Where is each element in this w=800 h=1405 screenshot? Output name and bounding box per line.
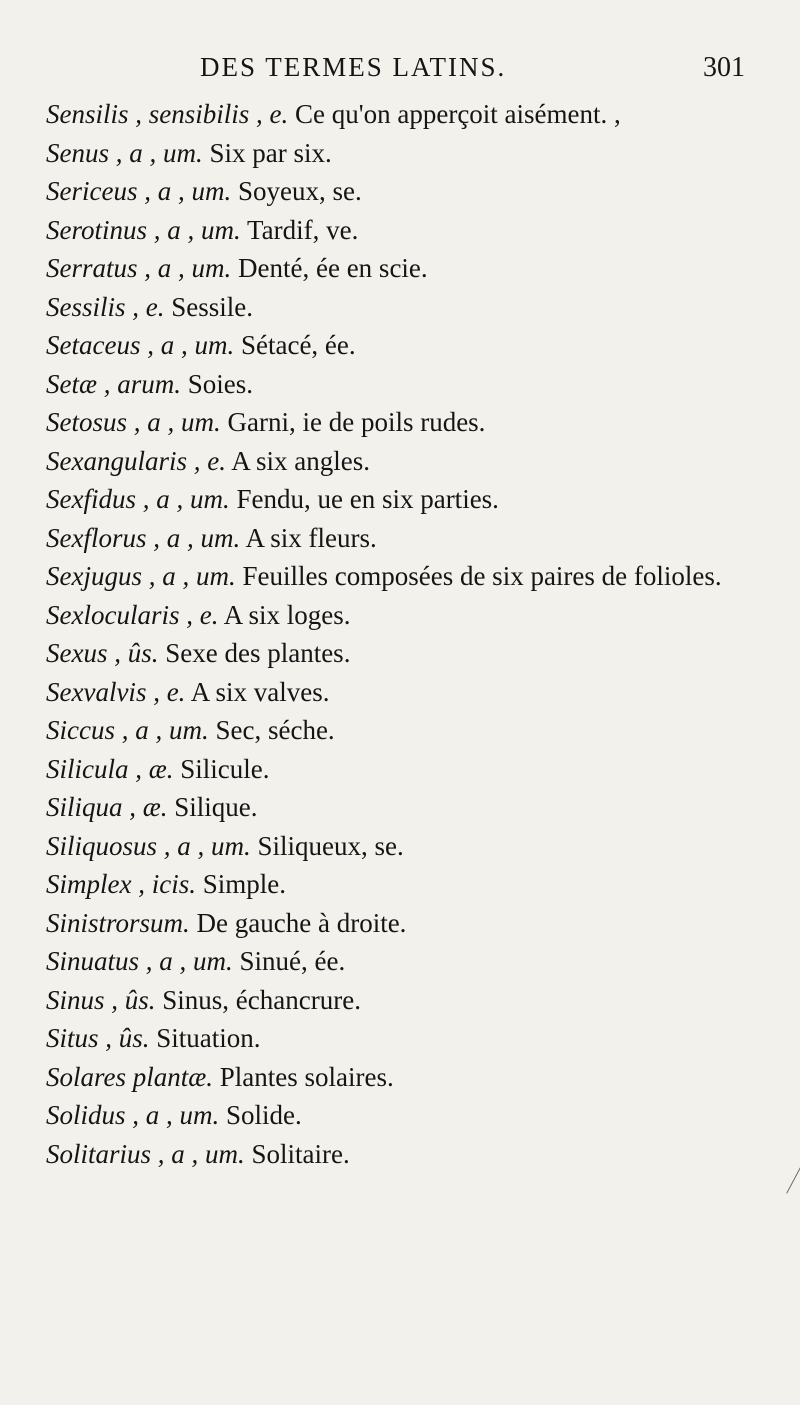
- french-definition: Garni, ie de poils rudes.: [227, 407, 486, 437]
- french-definition: A six angles.: [231, 445, 370, 476]
- latin-term: Sexfidus , a , um.: [46, 484, 230, 514]
- glossary-entry: [46, 711, 751, 750]
- glossary-entry: [46, 904, 751, 943]
- french-definition: A six loges.: [223, 599, 351, 630]
- glossary-entry: [46, 442, 751, 481]
- french-definition: Feuilles composées de six paires de folioles.: [242, 561, 722, 591]
- glossary-entry: [46, 1096, 751, 1135]
- latin-term: Solares plantæ.: [46, 1061, 214, 1092]
- french-definition: Six par six.: [209, 137, 332, 168]
- latin-term: Setaceus , a , um.: [46, 330, 235, 360]
- latin-term: Sexflorus , a , um.: [46, 522, 241, 553]
- glossary-entries: [46, 95, 751, 1173]
- french-definition: A six fleurs.: [245, 522, 377, 553]
- french-definition: Solide.: [226, 1100, 302, 1130]
- glossary-entry: [46, 557, 751, 596]
- french-definition: Sessile.: [171, 291, 254, 322]
- latin-term: Sexlocularis , e.: [46, 599, 219, 630]
- french-definition: De gauche à droite.: [196, 907, 407, 938]
- latin-term: Sexvalvis , e.: [46, 676, 186, 707]
- french-definition: Sexe des plantes.: [165, 638, 351, 668]
- glossary-entry: [46, 288, 751, 327]
- glossary-entry: [46, 981, 751, 1020]
- latin-term: Sinistrorsum.: [46, 907, 190, 938]
- latin-term: Serotinus , a , um.: [46, 214, 241, 245]
- french-definition: Siliqueux, se.: [257, 830, 404, 861]
- glossary-entry: [46, 249, 751, 288]
- french-definition: Silicule.: [180, 753, 270, 784]
- glossary-entry: [46, 827, 751, 866]
- glossary-entry: [46, 1058, 751, 1097]
- glossary-entry: [46, 634, 751, 673]
- latin-term: Sinuatus , a , um.: [46, 946, 233, 976]
- glossary-entry: [46, 95, 751, 134]
- glossary-entry: [46, 788, 751, 827]
- latin-term: Solidus , a , um.: [46, 1100, 220, 1130]
- latin-term: Sexjugus , a , um.: [46, 561, 236, 591]
- latin-term: Siccus , a , um.: [46, 715, 209, 745]
- latin-term: Siliqua , æ.: [46, 792, 168, 822]
- glossary-entry: [46, 596, 751, 635]
- french-definition: Tardif, ve.: [247, 214, 359, 245]
- glossary-entry: [46, 326, 751, 365]
- latin-term: Sensilis , sensibilis , e.: [46, 99, 289, 129]
- glossary-entry: [46, 673, 751, 712]
- latin-term: Siliquosus , a , um.: [46, 830, 251, 861]
- latin-term: Sexangularis , e.: [46, 445, 226, 476]
- french-definition: Fendu, ue en six parties.: [236, 484, 499, 514]
- french-definition: Sinus, échancrure.: [162, 984, 361, 1015]
- latin-term: Sinus , ûs.: [46, 984, 156, 1015]
- french-definition: Sinué, ée.: [239, 946, 346, 976]
- french-definition: Ce qu'on apperçoit aisément. ,: [295, 99, 621, 129]
- glossary-entry: [46, 942, 751, 981]
- french-definition: Sétacé, ée.: [240, 330, 356, 360]
- latin-term: Silicula , æ.: [46, 753, 174, 784]
- glossary-entry: [46, 403, 751, 442]
- french-definition: Simple.: [202, 869, 286, 899]
- latin-term: Setæ , arum.: [46, 368, 181, 399]
- glossary-entry: [46, 211, 751, 250]
- glossary-entry: [46, 1135, 751, 1174]
- glossary-entry: [46, 480, 751, 519]
- latin-term: Solitarius , a , um.: [46, 1138, 245, 1169]
- glossary-entry: [46, 134, 751, 173]
- latin-term: Sericeus , a , um.: [46, 176, 232, 206]
- running-header: [200, 52, 745, 92]
- glossary-entry: [46, 519, 751, 558]
- latin-term: Setosus , a , um.: [46, 407, 221, 437]
- french-definition: Denté, ée en scie.: [238, 253, 428, 283]
- glossary-entry: [46, 865, 751, 904]
- glossary-entry: [46, 365, 751, 404]
- latin-term: Simplex , icis.: [46, 869, 196, 899]
- french-definition: Silique.: [174, 792, 258, 822]
- glossary-entry: [46, 750, 751, 789]
- page-number: 301: [703, 52, 745, 83]
- glossary-entry: [46, 1019, 751, 1058]
- latin-term: Situs , ûs.: [46, 1023, 150, 1053]
- latin-term: Serratus , a , um.: [46, 253, 232, 283]
- latin-term: Sessilis , e.: [46, 291, 165, 322]
- french-definition: Soyeux, se.: [237, 176, 362, 206]
- header-title: DES TERMES LATINS.: [200, 52, 507, 82]
- french-definition: Situation.: [156, 1023, 261, 1053]
- french-definition: A six valves.: [190, 676, 330, 707]
- french-definition: Solitaire.: [251, 1138, 350, 1169]
- latin-term: Senus , a , um.: [46, 137, 203, 168]
- latin-term: Sexus , ûs.: [46, 638, 159, 668]
- page-edge-mark: [786, 1152, 800, 1193]
- french-definition: Sec, séche.: [215, 715, 335, 745]
- french-definition: Plantes solaires.: [219, 1061, 394, 1092]
- glossary-entry: [46, 172, 751, 211]
- french-definition: Soies.: [187, 368, 254, 399]
